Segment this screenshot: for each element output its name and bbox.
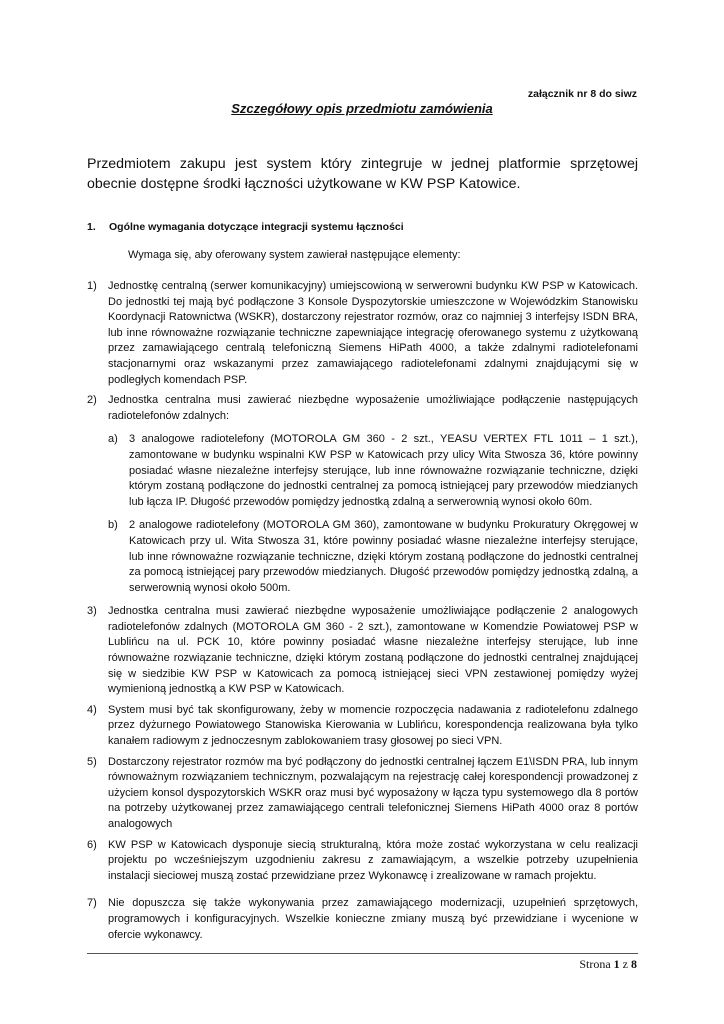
list-item	[87, 896, 638, 943]
intro-paragraph: Przedmiotem zakupu jest system który zintegruje w jednej platformie sprzętowej obecnie dostępne środki łączności użytkowane w KW PSP Katowice.	[87, 156, 638, 192]
sub-item-letter: a)	[108, 433, 118, 446]
page-current: 1	[613, 957, 620, 971]
page-total: 8	[631, 957, 637, 971]
footer-divider	[87, 953, 638, 954]
page-separator: z	[622, 957, 628, 971]
section-heading	[87, 221, 404, 233]
item-number: 3)	[87, 605, 97, 618]
item-number: 6)	[87, 838, 97, 851]
item-text: Jednostka centralna musi zawierać niezbędne wyposażenie umożliwiające podłączenie 2 analogowych radiotelefonów zdalnych (MOTOROLA GM 360 - 2 szt.), zamontowane w Komendzie Powiatowej PSP w Lublińcu na ul. PCK 10, które powinny posiadać własne niezależne interfejsy sterujące, lub inne równoważne rozwiązanie techniczne, dzięki którym zostaną podłączone do jednostki centralnej znajdującej się w siedzibie KW PSP w Katowicach za pomocą istniejącej sieci VPN zestawionej pomiędzy wyżej wymienioną jednostką a KW PSP w Katowicach.	[108, 605, 638, 696]
list-item	[87, 838, 638, 885]
page-label: Strona	[579, 957, 611, 971]
item-number: 1)	[87, 280, 97, 292]
item-number: 5)	[87, 755, 97, 768]
page-footer	[579, 957, 637, 972]
section-lead: Wymaga się, aby oferowany system zawierał następujące elementy:	[128, 249, 461, 261]
item-text: Jednostkę centralną (serwer komunikacyjny) umiejscowioną w serwerowni budynku KW PSP w Katowicach. Do jednostki tej mają być podłączone 3 Konsole Dyspozytorskie umieszczone w Wojewódzkim Stanowisku Koordynacji Ratownictwa (WSKR), dostarczony rejestrator rozmów, oraz co najmniej 3 interfejsy ISDN BRA, lub inne równoważne rozwiązanie techniczne zapewniające integrację oferowanego systemu z użytkowaną przez zamawiającego centralą telefoniczną Siemens HiPath 4000, a także zdalnymi radiotelefonami stacjonarnymi oraz wskazanymi przez zamawiającego radiotelefonami zdalnymi znajdującymi się w podległych komendach PSP.	[108, 280, 638, 386]
item-text: Jednostka centralna musi zawierać niezbędne wyposażenie umożliwiające podłączenie następujących radiotelefonów zdalnych:	[108, 394, 638, 422]
section-number: 1.	[87, 221, 96, 233]
item-text: KW PSP w Katowicach dysponuje siecią strukturalną, która może zostać wykorzystana w celu realizacji projektu po wcześniejszym uzgodnieniu zakresu z zamawiającym, a wszelkie potrzeby uzupełnienia instalacji sieciowej muszą zostać przewidziane przez Wykonawcę i zrealizowane w ramach projektu.	[108, 838, 638, 882]
sub-list	[108, 432, 638, 596]
item-number: 4)	[87, 703, 97, 716]
list-item	[87, 755, 638, 833]
sub-list-item	[108, 518, 638, 596]
list-item	[87, 703, 638, 750]
attachment-note: załącznik nr 8 do siwz	[527, 88, 637, 100]
requirements-list	[87, 279, 638, 948]
sub-item-text: 3 analogowe radiotelefony (MOTOROLA GM 360 - 2 szt., YEASU VERTEX FTL 1011 – 1 szt.), zamontowane w budynku wspinalni KW PSP w Katowicach przy ulicy Wita Stwosza 36, które powinny posiadać własne niezależne interfejsy sterujące, lub inne równoważne rozwiązanie techniczne, dzięki którym zostaną podłączone do jednostki centralnej za pomocą istniejącej pary przewodów miedzianych lub łącza IP. Długość przewodów pomiędzy jednostką zdalną a serwerownią wynosi około 60m.	[129, 433, 638, 508]
sub-item-text: 2 analogowe radiotelefony (MOTOROLA GM 360), zamontowane w budynku Prokuratury Okręgowej w Katowicach przy ul. Wita Stwosza 31, które powinny posiadać własne niezależne interfejsy sterujące, lub inne równoważne rozwiązanie techniczne, dzięki którym zostaną podłączone do jednostki centralnej za pomocą istniejącej pary przewodów miedzianych. Długość przewodów pomiędzy jednostką zdalną, a serwerownią wynosi około 500m.	[129, 519, 638, 594]
item-text: System musi być tak skonfigurowany, żeby w momencie rozpoczęcia nadawania z radiotelefonu zdalnego przez dyżurnego Powiatowego Stanowiska Kierowania w Lublińcu, korespondencja realizowana była tylko kanałem radiowym z jednoczesnym zablokowaniem trasy głosowej po sieci VPN.	[108, 703, 638, 748]
sub-item-letter: b)	[108, 519, 118, 532]
list-item	[87, 279, 638, 388]
item-text: Nie dopuszcza się także wykonywania przez zamawiającego modernizacji, uzupełnień sprzętowych, programowych i konfiguracyjnych. Wszelkie konieczne zmiany muszą być przewidziane i wycenione w ofercie wykonawcy.	[108, 897, 638, 941]
list-item	[87, 604, 638, 698]
section-title: Ogólne wymagania dotyczące integracji systemu łączności	[109, 221, 404, 233]
sub-list-item	[108, 432, 638, 510]
document-title: Szczegółowy opis przedmiotu zamówienia	[231, 101, 493, 116]
item-text: Dostarczony rejestrator rozmów ma być podłączony do jednostki centralnej łączem E1\ISDN PRA, lub innym równoważnym rozwiązaniem technicznym, pozwalającym na rejestrację całej korespondencji prowadzonej z użyciem konsol dyspozytorskich WSKR oraz musi być wyposażony w łącza typu systemowego dla 8 portów na potrzeby użytkowanej przez zamawiającego centrali telefonicznej Siemens HiPath 4000 oraz 8 portów analogowych	[108, 755, 638, 830]
item-number: 7)	[87, 897, 97, 910]
list-item	[87, 393, 638, 596]
item-number: 2)	[87, 394, 97, 407]
